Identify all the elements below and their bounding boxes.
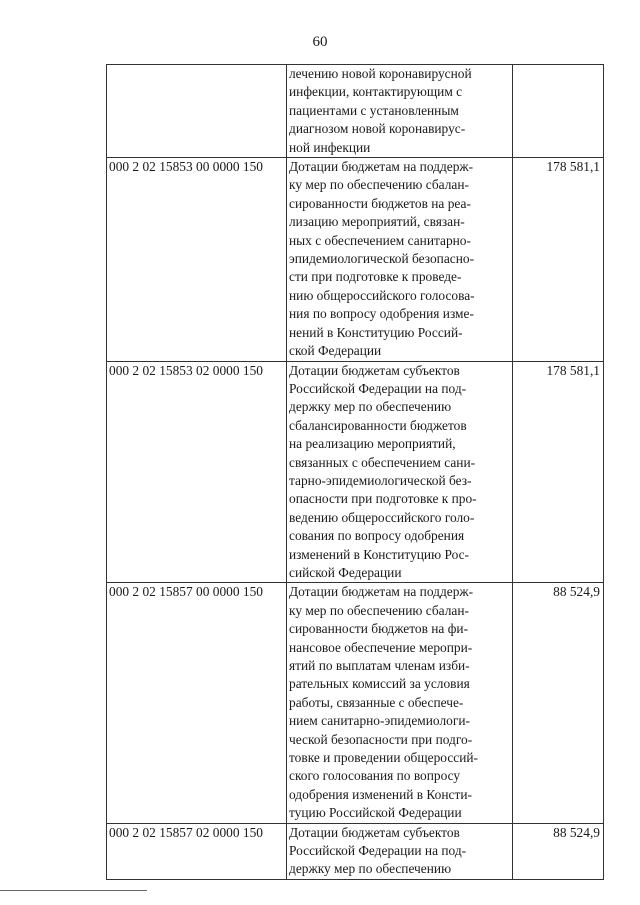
description-line: ского голосования по вопросу — [289, 768, 461, 784]
amount-cell: 88 524,9 — [513, 583, 604, 823]
description-line: ния по вопросу одобрения изме- — [289, 306, 474, 322]
table-row — [107, 583, 604, 823]
description-line: сти при подготовке к проведе- — [289, 269, 462, 285]
budget-code-cell: 000 2 02 15857 00 0000 150 — [107, 583, 287, 823]
description-line: ведению общероссийского голо- — [289, 509, 475, 525]
description-line: одобрения изменений в Консти- — [289, 786, 472, 802]
description-line: держку мер по обеспечению — [289, 399, 452, 415]
description-line: Российской Федерации на под- — [289, 843, 467, 859]
description-line: держку мер по обеспечению — [289, 861, 452, 877]
description-line: пациентами с установленным — [289, 102, 459, 118]
description-line: рательных комиссий за условия — [289, 676, 470, 692]
description-line: сийской Федерации — [289, 564, 402, 580]
budget-code-cell: 000 2 02 15853 02 0000 150 — [107, 361, 287, 583]
description-line: эпидемиологической безопасно- — [289, 251, 475, 267]
table-row — [107, 361, 604, 583]
description-line: ных с обеспечением санитарно- — [289, 232, 471, 248]
description-line: сированности бюджетов на реа- — [289, 195, 471, 211]
description-cell — [287, 158, 513, 361]
description-line: туцию Российской Федерации — [289, 805, 462, 821]
budget-code-cell: 000 2 02 15853 00 0000 150 — [107, 158, 287, 361]
amount-cell: 178 581,1 — [513, 361, 604, 583]
description-line: Дотации бюджетам на поддерж- — [289, 159, 474, 175]
description-line: тарно-эпидемиологической без- — [289, 472, 472, 488]
description-cell — [287, 823, 513, 879]
description-line: сования по вопросу одобрения — [289, 528, 465, 544]
description-line: ку мер по обеспечению сбалан- — [289, 602, 469, 618]
description-line: связанных с обеспечением сани- — [289, 454, 476, 470]
description-line: ятий по выплатам членам изби- — [289, 658, 470, 673]
description-line: нений в Конституцию Россий- — [289, 324, 463, 340]
budget-table — [106, 64, 604, 880]
description-line: опасности при подготовке к про- — [289, 491, 477, 507]
budget-code-cell — [107, 65, 287, 158]
amount-cell — [513, 65, 604, 158]
description-line: инфекции, контактирующим с — [289, 84, 463, 100]
table-row — [107, 158, 604, 361]
description-line: работы, связанные с обеспече- — [289, 694, 464, 710]
budget-code-cell: 000 2 02 15857 02 0000 150 — [107, 823, 287, 879]
description-line: лечению новой коронавирусной — [289, 66, 472, 81]
amount-cell: 88 524,9 — [513, 823, 604, 879]
table-row — [107, 823, 604, 879]
description-line: ной инфекции — [289, 139, 371, 155]
description-line: Дотации бюджетам субъектов — [289, 362, 460, 378]
amount-cell: 178 581,1 — [513, 158, 604, 361]
description-cell — [287, 361, 513, 583]
page-number: 60 — [312, 34, 328, 50]
description-line: ку мер по обеспечению сбалан- — [289, 177, 469, 193]
description-line: товке и проведении общероссий- — [289, 750, 479, 766]
description-line: ческой безопасности при подго- — [289, 731, 473, 747]
description-line: изменений в Конституцию Рос- — [289, 546, 469, 562]
description-cell — [287, 583, 513, 823]
description-line: на реализацию мероприятий, — [289, 436, 456, 452]
description-line: сированности бюджетов на фи- — [289, 621, 469, 637]
description-line: Российской Федерации на под- — [289, 380, 467, 396]
description-line: лизацию мероприятий, связан- — [289, 214, 465, 230]
description-cell — [287, 65, 513, 158]
description-line: нием санитарно-эпидемиологи- — [289, 713, 470, 729]
description-line: Дотации бюджетам субъектов — [289, 824, 460, 840]
description-line: Дотации бюджетам на поддерж- — [289, 584, 474, 600]
description-line: нансовое обеспечение меропри- — [289, 639, 473, 655]
footer-rule — [0, 890, 147, 891]
description-line: ской Федерации — [289, 343, 382, 359]
description-line: сбалансированности бюджетов — [289, 417, 467, 433]
description-line: диагнозом новой коронавирус- — [289, 121, 466, 137]
description-line: нию общероссийского голосова- — [289, 287, 475, 303]
table-row — [107, 65, 604, 158]
